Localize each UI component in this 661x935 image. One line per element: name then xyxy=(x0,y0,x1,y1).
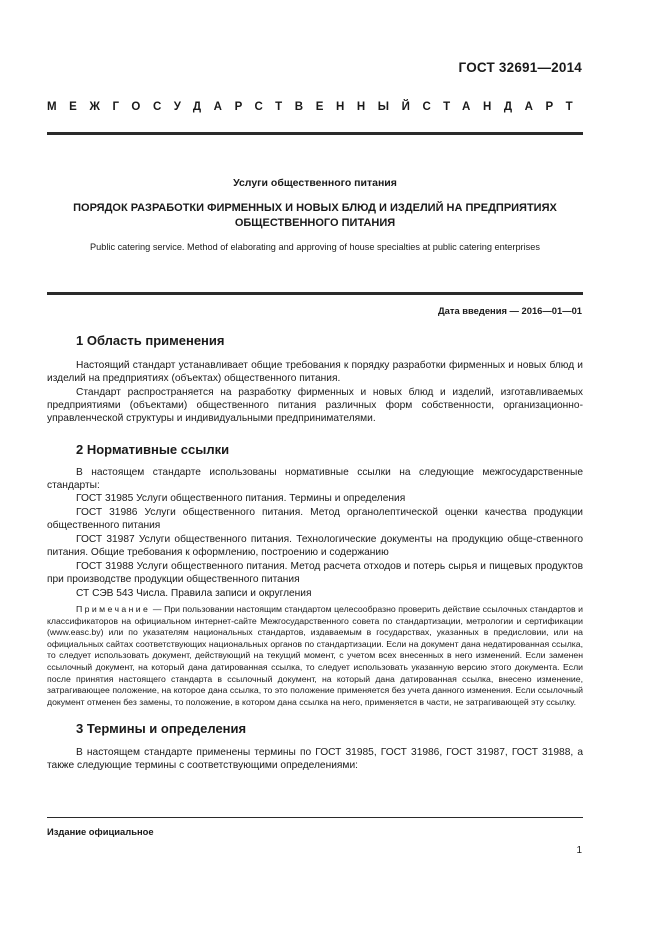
reference-item-text: ГОСТ 31985 Услуги общественного питания. Термины и определения xyxy=(76,493,406,504)
standard-title-english: Public catering service. Method of elaborating and approving of house specialties at public catering enterprises xyxy=(90,242,540,252)
reference-item xyxy=(47,587,583,600)
document-code: ГОСТ 32691—2014 xyxy=(458,60,582,75)
reference-item xyxy=(47,560,583,586)
reference-item xyxy=(47,492,583,505)
reference-item-text: ГОСТ 31986 Услуги общественного питания. Метод органолептической оценки качества продукции общественного питания xyxy=(47,507,583,532)
section-1-heading: 1 Область применения xyxy=(76,333,225,348)
banner-word-interstate: МЕЖГОСУДАРСТВЕННЫЙ xyxy=(47,101,423,113)
footer-rule xyxy=(47,817,583,818)
standard-title xyxy=(47,201,583,230)
reference-item-text: ГОСТ 31988 Услуги общественного питания. Метод расчета отходов и потерь сырья и пищевых продуктов при производстве продукции общественного питания xyxy=(47,561,583,586)
standard-title-line-2: ОБЩЕСТВЕННОГО ПИТАНИЯ xyxy=(234,216,396,229)
section-2-intro xyxy=(47,466,583,492)
section-1-paragraph-1 xyxy=(47,359,583,385)
banner-word-standard: СТАНДАРТ xyxy=(422,101,586,113)
section-3-paragraph-1-text: В настоящем стандарте применены термины по ГОСТ 31985, ГОСТ 31986, ГОСТ 31987, ГОСТ 31988, а также следующие термины с соответствующими определениями: xyxy=(47,747,583,772)
reference-item-text: ГОСТ 31987 Услуги общественного питания. Технологические документы на продукцию обще-ственного питания. Общие требования к оформлению, построению и содержанию xyxy=(47,534,583,559)
note-text: — При пользовании настоящим стандартом целесообразно проверить действие ссылочных стандартов и классификаторов на официальном интернет-сайте Межгосударственного совета по стандартизации, метрологии и сертификации (www.easc.by) или по указателям национальных стандартов, издаваемым в государствах, указанных в предисловии, или на официальных сайтах соответствующих национальных органов по стандартизации. Если на документ дана недатированная ссылка, то следует использовать документ, действующий на текущий момент, с учетом всех внесенных в него изменений. Если заменен ссылочный документ, на который дана датированная ссылка, то следует использовать указанную версию этого документа. Если после принятия настоящего стандарта в ссылочный документ, на который дана датированная ссылка, внесено изменение, затрагивающее положение, на которое дана ссылка, то это положение применяется без учета данного изменения. Если ссылочный документ отменен без замены, то положение, в котором дана ссылка на него, применяется в части, не затрагивающей эту ссылку. xyxy=(47,604,583,707)
reference-item xyxy=(47,506,583,532)
title-rule xyxy=(47,292,583,295)
section-1-paragraph-2 xyxy=(47,386,583,426)
references-note xyxy=(47,604,583,708)
page-number: 1 xyxy=(576,845,582,856)
standard-type-banner xyxy=(47,101,586,113)
header-rule xyxy=(47,132,583,135)
reference-item xyxy=(47,533,583,559)
reference-item-text: СТ СЭВ 543 Числа. Правила записи и округления xyxy=(76,588,312,599)
section-3-paragraph-1 xyxy=(47,746,583,772)
standard-subject: Услуги общественного питания xyxy=(233,177,397,189)
section-2-heading: 2 Нормативные ссылки xyxy=(76,442,230,457)
section-1-paragraph-2-text: Стандарт распространяется на разработку фирменных и новых блюд и изделий, изготавливаемых предприятиями (объектами) общественного питания различных форм собственности, организационно-управленческой структуры и индивидуальными предпринимателями. xyxy=(47,387,583,425)
section-1-paragraph-1-text: Настоящий стандарт устанавливает общие требования к порядку разработки фирменных и новых блюд и изделий на предприятиях (объектах) общественного питания. xyxy=(47,360,583,385)
note-label: Примечание xyxy=(76,604,151,614)
introduction-date: Дата введения — 2016—01—01 xyxy=(437,305,582,316)
section-2-intro-text: В настоящем стандарте использованы нормативные ссылки на следующие межгосударственные стандарты: xyxy=(47,467,583,492)
official-edition-label: Издание официальное xyxy=(47,826,154,837)
section-3-heading: 3 Термины и определения xyxy=(76,721,247,736)
standard-title-line-1: ПОРЯДОК РАЗРАБОТКИ ФИРМЕННЫХ И НОВЫХ БЛЮД И ИЗДЕЛИЙ НА ПРЕДПРИЯТИЯХ xyxy=(73,202,557,214)
